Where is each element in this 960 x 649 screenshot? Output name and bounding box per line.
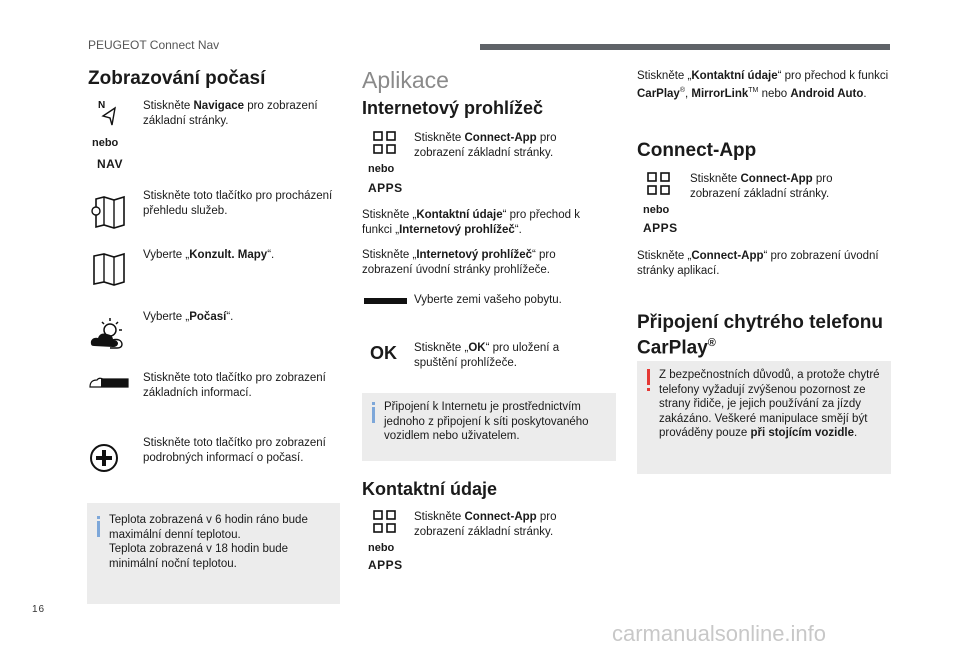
contacts-title: Kontaktní údaje (362, 479, 498, 499)
step-detail-info: Stiskněte toto tlačítko pro zobrazení podrobných informací o počasí. (143, 437, 326, 464)
nebo-label: nebo (92, 137, 119, 149)
plus-circle-icon (89, 443, 119, 473)
step-contacts-carplay: Stiskněte „Kontaktní údaje“ pro přechod k funkci CarPlay®, MirrorLink™ nebo Android Auto. (637, 70, 889, 100)
apps-button-label: APPS (643, 221, 678, 235)
info-text-1: Teplota zobrazená v 6 hodin ráno bude maximální denní teplotou. (109, 514, 308, 541)
apps-button-label: APPS (368, 558, 403, 572)
carplay-title: Připojení chytrého telefonu CarPlay® (637, 312, 883, 359)
step-contacts: Stiskněte „Kontaktní údaje“ pro přechod k funkci „Internetový prohlížeč“. (362, 209, 580, 236)
page-number: 16 (32, 604, 46, 615)
step-ok: Stiskněte „OK“ pro uložení a spuštění prohlížeče. (414, 342, 560, 369)
info-icon (372, 402, 375, 405)
header-bar (480, 44, 890, 50)
nebo-label: nebo (643, 204, 670, 216)
applications-title: Aplikace (362, 67, 449, 93)
services-map-icon (90, 195, 130, 229)
step-map: Vyberte „Konzult. Mapy“. (143, 249, 275, 261)
info-text-2: Teplota zobrazená v 18 hodin bude minimální noční teplotou. (109, 543, 289, 570)
apps-button-label: APPS (368, 181, 403, 195)
step-weather: Vyberte „Počasí“. (143, 311, 234, 323)
step-country: Vyberte zemi vašeho pobytu. (414, 294, 562, 306)
step-connect-app-right: Stiskněte Connect-App pro zobrazení základní stránky. (690, 173, 833, 200)
step-basic-info: Stiskněte toto tlačítko pro zobrazení základních informací. (143, 372, 326, 399)
info-box-temperature (87, 503, 340, 604)
country-bar-icon (364, 298, 407, 304)
apps-grid-icon (372, 130, 398, 156)
step-connect-app-home: Stiskněte „Connect-App“ pro zobrazení úvodní stránky aplikací. (637, 250, 879, 277)
header-brand: PEUGEOT Connect Nav (88, 38, 220, 52)
step-browser: Stiskněte „Internetový prohlížeč“ pro zobrazení úvodní stránky prohlížeče. (362, 249, 556, 276)
connect-app-title: Connect-App (637, 140, 757, 161)
ok-button-label: OK (370, 343, 397, 363)
warning-box (637, 361, 891, 474)
step-connect-app: Stiskněte Connect-App pro zobrazení základní stránky. (414, 132, 557, 159)
map-icon (90, 252, 130, 286)
browser-title: Internetový prohlížeč (362, 98, 544, 118)
basic-info-button-icon (88, 376, 130, 390)
info-icon (97, 516, 100, 519)
step-navigation: Stiskněte Navigace pro zobrazení základní stránky. (143, 100, 318, 127)
footer-watermark: carmanualsonline.info (612, 621, 827, 646)
weather-icon (88, 316, 128, 352)
svg-text:N: N (98, 100, 106, 111)
warning-text: Z bezpečnostních důvodů, a protože chytré telefony vyžadují zvýšenou pozornost ze strany řidiče, je jejich používání za jízdy zakázáno. Veškeré manipulace smějí být prováděny pouze při stojícím vozidle. (659, 369, 880, 439)
step-services: Stiskněte toto tlačítko pro procházení přehledu služeb. (143, 190, 333, 217)
warning-icon (647, 369, 650, 385)
navigation-icon (95, 98, 123, 136)
apps-grid-icon (646, 171, 672, 197)
weather-title: Zobrazování počasí (88, 68, 266, 89)
nav-button-label: NAV (97, 157, 123, 171)
step-contacts-connect-app: Stiskněte Connect-App pro zobrazení základní stránky. (414, 511, 557, 538)
apps-grid-icon (372, 509, 398, 535)
nebo-label: nebo (368, 542, 395, 554)
info-box-internet (362, 393, 616, 461)
nebo-label: nebo (368, 163, 395, 175)
info-text: Připojení k Internetu je prostřednictvím jednoho z připojení k síti poskytovaného vozidlem nebo uživatelem. (384, 401, 589, 442)
